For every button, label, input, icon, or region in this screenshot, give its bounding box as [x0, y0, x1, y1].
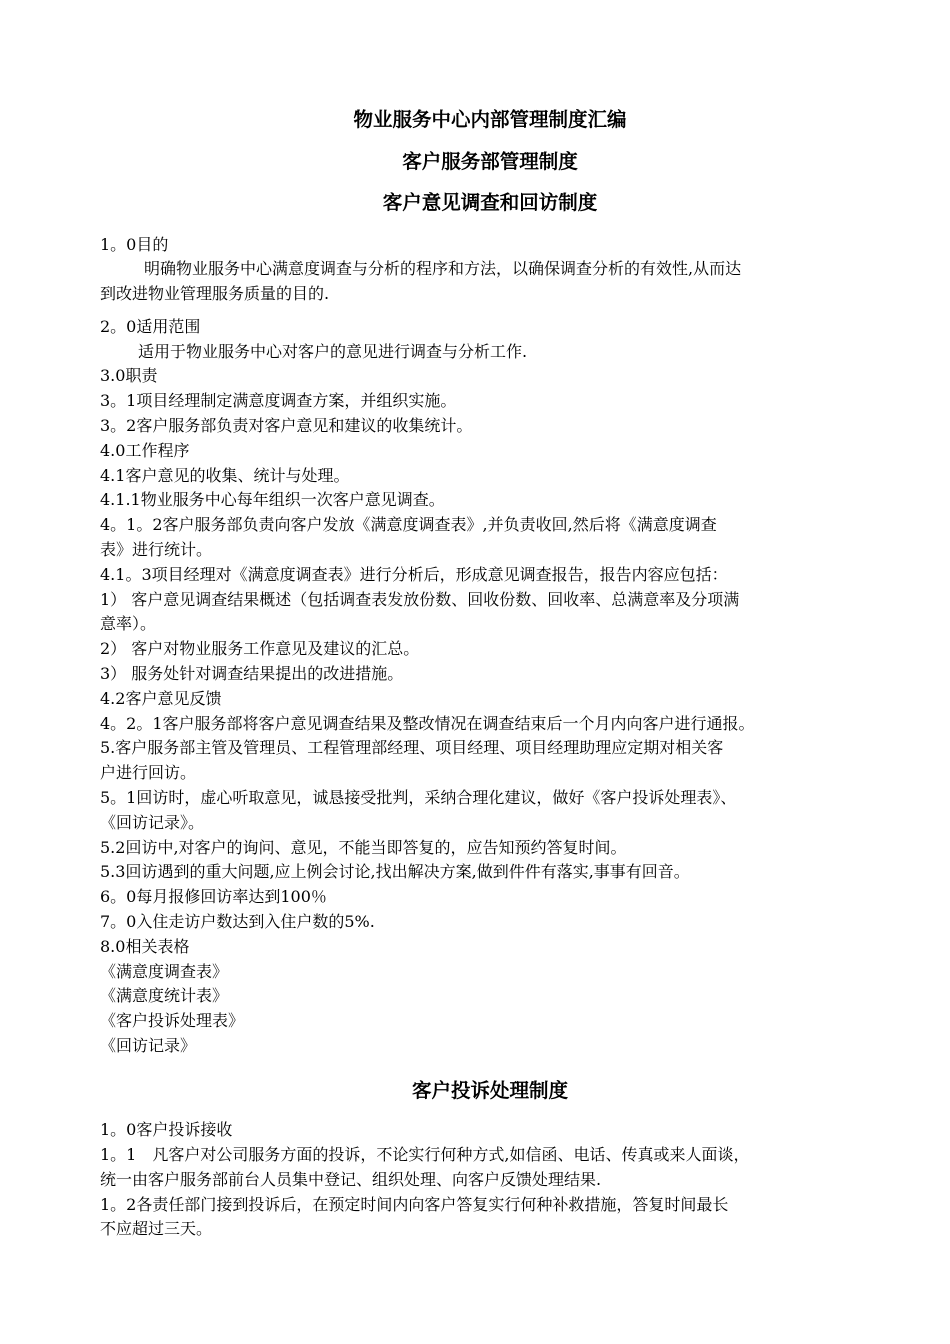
- procedure-item: 4。2。1客户服务部将客户意见调查结果及整改情况在调查结束后一个月内向客户进行通报。: [100, 713, 755, 733]
- procedure-heading: 4.0工作程序: [100, 440, 190, 460]
- report-item-cont: 意率）。: [100, 614, 157, 634]
- report-item: 1） 客户意见调查结果概述（包括调查表发放份数、回收份数、回收率、总满意率及分项满: [100, 589, 740, 609]
- procedure-item-cont: 表》进行统计。: [100, 540, 213, 560]
- procedure-item: 5.2回访中,对客户的询问、意见，不能当即答复的，应告知预约答复时间。: [100, 837, 627, 857]
- form-item: 《客户投诉处理表》: [100, 1011, 245, 1031]
- scope-text: 适用于物业服务中心对客户的意见进行调查与分析工作.: [138, 341, 528, 361]
- complaint-item-cont: 统一由客户服务部前台人员集中登记、组织处理、向客户反馈处理结果.: [100, 1169, 602, 1189]
- duty-item: 3。1项目经理制定满意度调查方案，并组织实施。: [100, 391, 457, 411]
- section-title-survey: 客户意见调查和回访制度: [382, 191, 598, 214]
- form-item: 《满意度统计表》: [100, 986, 229, 1006]
- forms-heading: 8.0相关表格: [100, 936, 190, 956]
- purpose-text: 明确物业服务中心满意度调查与分析的程序和方法，以确保调查分析的有效性,从而达: [144, 259, 742, 279]
- procedure-item-cont: 《回访记录》。: [100, 812, 205, 832]
- duty-heading: 3.0职责: [100, 366, 158, 386]
- form-item: 《回访记录》: [100, 1036, 197, 1055]
- procedure-item: 5.客户服务部主管及管理员、工程管理部经理、项目经理、项目经理助理应定期对相关客: [100, 738, 724, 758]
- form-item: 《满意度调查表》: [100, 961, 229, 981]
- purpose-text-cont: 到改进物业管理服务质量的目的.: [100, 284, 330, 304]
- complaint-heading: 1。0客户投诉接收: [100, 1120, 233, 1140]
- procedure-item: 4.1.1物业服务中心每年组织一次客户意见调查。: [100, 490, 445, 510]
- procedure-item: 6。0每月报修回访率达到100％: [100, 887, 327, 907]
- report-item: 3） 服务处针对调查结果提出的改进措施。: [100, 664, 404, 684]
- complaint-item: 1。2各责任部门接到投诉后，在预定时间内向客户答复实行何种补救措施，答复时间最长: [100, 1194, 729, 1214]
- procedure-item: 4。1。2客户服务部负责向客户发放《满意度调查表》,并负责收回,然后将《满意度调查: [100, 515, 717, 535]
- procedure-item: 4.1。3项目经理对《满意度调查表》进行分析后，形成意见调查报告，报告内容应包括：: [100, 564, 728, 584]
- procedure-item: 5.3回访遇到的重大问题,应上例会讨论,找出解决方案,做到件件有落实,事事有回音。: [100, 862, 690, 882]
- procedure-item: 5。1回访时，虚心听取意见，诚恳接受批判，采纳合理化建议，做好《客户投诉处理表》、: [100, 788, 737, 808]
- purpose-heading: 1。0目的: [100, 234, 169, 254]
- section-title-complaint: 客户投诉处理制度: [411, 1078, 568, 1102]
- procedure-item: 7。0入住走访户数达到入住户数的5%.: [100, 912, 375, 932]
- procedure-item: 4.1客户意见的收集、统计与处理。: [100, 465, 350, 485]
- duty-item: 3。2客户服务部负责对客户意见和建议的收集统计。: [100, 416, 473, 436]
- complaint-item-cont: 不应超过三天。: [100, 1219, 213, 1239]
- scope-heading: 2。0适用范围: [100, 316, 201, 336]
- complaint-item: 1。1 凡客户对公司服务方面的投诉，不论实行何种方式,如信函、电话、传真或来人面谈，: [100, 1145, 750, 1165]
- department-title: 客户服务部管理制度: [402, 149, 578, 173]
- procedure-item: 4.2客户意见反馈: [100, 688, 222, 708]
- report-item: 2） 客户对物业服务工作意见及建议的汇总。: [100, 639, 420, 659]
- document-title: 物业服务中心内部管理制度汇编: [353, 108, 627, 131]
- procedure-item-cont: 户进行回访。: [100, 763, 197, 783]
